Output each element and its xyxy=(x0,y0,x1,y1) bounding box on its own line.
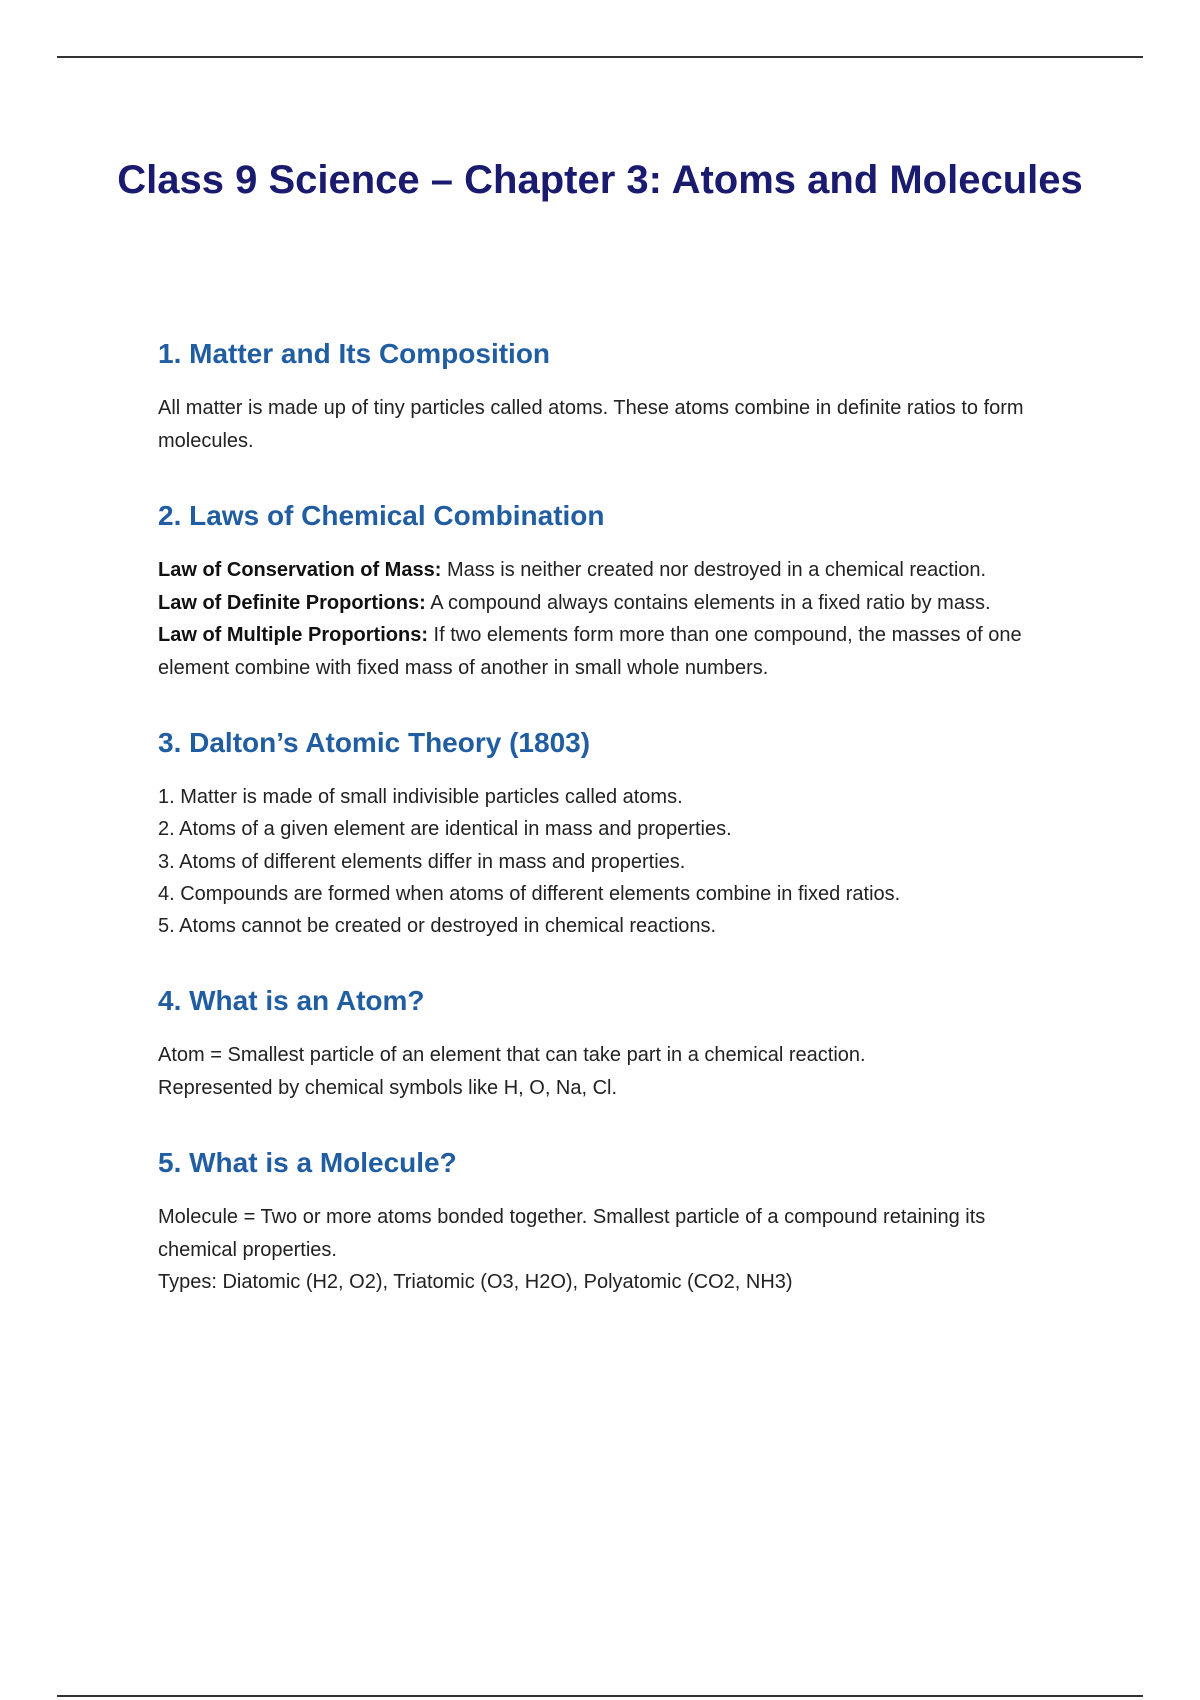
law-label: Law of Multiple Proportions: xyxy=(158,624,428,646)
section-heading-molecule: 5. What is a Molecule? xyxy=(158,1147,457,1179)
molecule-definition: Molecule = Two or more atoms bonded together. Smallest particle of a compound retaining its chemical properties. xyxy=(158,1206,986,1261)
dalton-postulates-list xyxy=(158,781,1058,942)
section-heading-dalton: 3. Dalton’s Atomic Theory (1803) xyxy=(158,727,591,758)
matter-paragraph: All matter is made up of tiny particles called atoms. These atoms combine in definite ratios to form molecules. xyxy=(158,397,1024,452)
molecule-types: Types: Diatomic (H2, O2), Triatomic (O3, H2O), Polyatomic (CO2, NH3) xyxy=(158,1271,793,1294)
law-definite-proportions xyxy=(158,587,1058,620)
law-conservation-of-mass xyxy=(158,554,1058,587)
section-heading-matter: 1. Matter and Its Composition xyxy=(158,338,551,369)
bottom-divider xyxy=(57,1695,1143,1697)
list-item: 4. Compounds are formed when atoms of different elements combine in fixed ratios. xyxy=(158,882,901,905)
section-heading-laws: 2. Laws of Chemical Combination xyxy=(158,500,605,531)
law-text: If two elements form more than one compound, the masses of one element combine with fixed mass of another in small whole numbers. xyxy=(158,624,1022,679)
section-laws xyxy=(158,499,1058,684)
section-heading-atom: 4. What is an Atom? xyxy=(158,985,425,1017)
section-dalton xyxy=(158,726,1058,942)
list-item: 3. Atoms of different elements differ in mass and properties. xyxy=(158,850,686,873)
law-text: Mass is neither created nor destroyed in a chemical reaction. xyxy=(446,559,987,581)
law-text: A compound always contains elements in a fixed ratio by mass. xyxy=(430,591,991,614)
atom-symbols: Represented by chemical symbols like H, O, Na, Cl. xyxy=(158,1076,618,1099)
section-atom xyxy=(158,984,1058,1104)
law-label: Law of Definite Proportions: xyxy=(158,591,426,614)
list-item: 5. Atoms cannot be created or destroyed in chemical reactions. xyxy=(158,915,717,938)
section-molecule xyxy=(158,1146,1058,1299)
top-divider xyxy=(57,56,1143,58)
list-item: 1. Matter is made of small indivisible particles called atoms. xyxy=(158,786,683,808)
page-title: Class 9 Science – Chapter 3: Atoms and Molecules xyxy=(117,158,1083,202)
law-label: Law of Conservation of Mass: xyxy=(158,559,442,581)
section-matter xyxy=(158,337,1058,457)
list-item: 2. Atoms of a given element are identical in mass and properties. xyxy=(158,818,732,841)
law-multiple-proportions xyxy=(158,619,1058,684)
document-body xyxy=(158,337,1058,1299)
atom-definition: Atom = Smallest particle of an element that can take part in a chemical reaction. xyxy=(158,1044,866,1067)
